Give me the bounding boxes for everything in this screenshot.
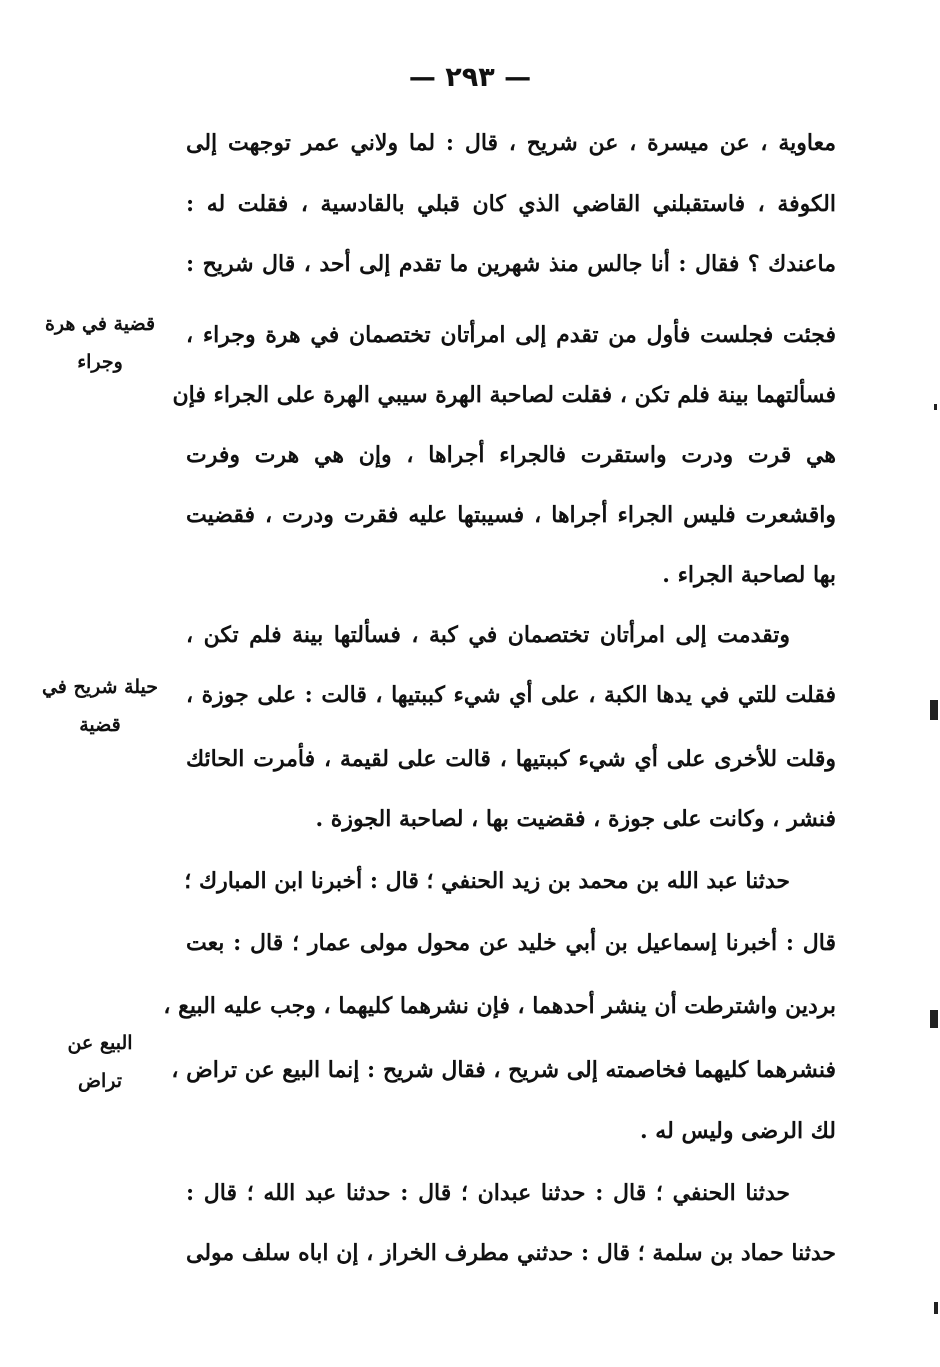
margin-note-line: تراض xyxy=(77,1070,123,1092)
text-line-13: حدثنا عبد الله بن محمد بن زيد الحنفي ؛ قال : أخبرنا ابن المبارك ؛ xyxy=(184,868,790,894)
scan-edge-mark xyxy=(934,1302,938,1314)
text-line-8: بها لصاحبة الجراء . xyxy=(662,562,836,588)
text-line-17: لك الرضى وليس له . xyxy=(639,1118,836,1144)
text-line-7: واقشعرت فليس الجراء أجراها ، فسيبتها عليه فقرت ودرت ، فقضيت xyxy=(186,502,836,528)
text-line-3: ماعندك ؟ فقال : أنا جالس منذ شهرين ما تقدم إلى أحد ، قال شريح : xyxy=(186,251,837,277)
text-line-11: وقلت للأخرى على أي شيء كببتيها ، قالت على لقيمة ، فأمرت الحائك xyxy=(186,746,836,772)
margin-note-line: وجراء xyxy=(77,351,123,373)
scan-edge-mark xyxy=(930,700,938,720)
text-line-10: فقلت للتي في يدها الكبة ، على أي شيء كببتيها ، قالت : على جوزة ، xyxy=(186,682,836,708)
text-line-15: بردين واشترطت أن ينشر أحدهما ، فإن نشرهما كليهما ، وجب عليه البيع ، xyxy=(163,993,836,1019)
margin-note-line: البيع عن xyxy=(67,1032,133,1054)
margin-note-sale-by-consent xyxy=(30,1024,170,1100)
margin-note-line: حيلة شريح في xyxy=(41,676,159,698)
scan-edge-mark xyxy=(934,404,937,410)
text-line-6: هي قرت ودرت واستقرت فالجراء أجراها ، وإن هي هرت وفرت xyxy=(186,442,836,468)
page-number: — ٢٩٣ — xyxy=(408,62,532,93)
text-line-4: فجئت فجلست فأول من تقدم إلى امرأتان تختصمان في هرة وجراء ، xyxy=(186,322,836,348)
text-line-5: فسألتهما بينة فلم تكن ، فقلت لصاحبة الهرة سيبي الهرة على الجراء فإن xyxy=(172,382,836,408)
text-line-9: وتقدمت إلى امرأتان تختصمان في كبة ، فسألتها بينة فلم تكن ، xyxy=(186,622,790,648)
text-line-14: قال : أخبرنا إسماعيل بن أبي خليد عن محول مولى عمار ؛ قال : بعت xyxy=(186,930,836,956)
text-line-18: حدثنا الحنفي ؛ قال : حدثنا عبدان ؛ قال : حدثنا عبد الله ؛ قال : xyxy=(186,1180,790,1206)
text-line-16: فنشرهما كليهما فخاصمته إلى شريح ، فقال شريح : إنما البيع عن تراض ، xyxy=(171,1057,836,1083)
text-line-1: معاوية ، عن ميسرة ، عن شريح ، قال : لما ولاني عمر توجهت إلى xyxy=(186,130,836,156)
text-line-19: حدثنا حماد بن سلمة ؛ قال : حدثني مطرف الخراز ، إن اباه سلف مولى xyxy=(186,1240,836,1266)
margin-note-line: قضية في هرة xyxy=(44,313,156,335)
text-line-2: الكوفة ، فاستقبلني القاضي الذي كان قبلي بالقادسية ، فقلت له : xyxy=(186,191,836,217)
margin-note-shurayh-trick xyxy=(30,668,170,744)
scan-edge-mark xyxy=(930,1010,938,1028)
margin-note-line: قضية xyxy=(79,714,121,736)
margin-note-cat-puppy-case xyxy=(30,305,170,381)
text-line-12: فنشر ، وكانت على جوزة ، فقضيت بها ، لصاحبة الجوزة . xyxy=(315,806,836,832)
